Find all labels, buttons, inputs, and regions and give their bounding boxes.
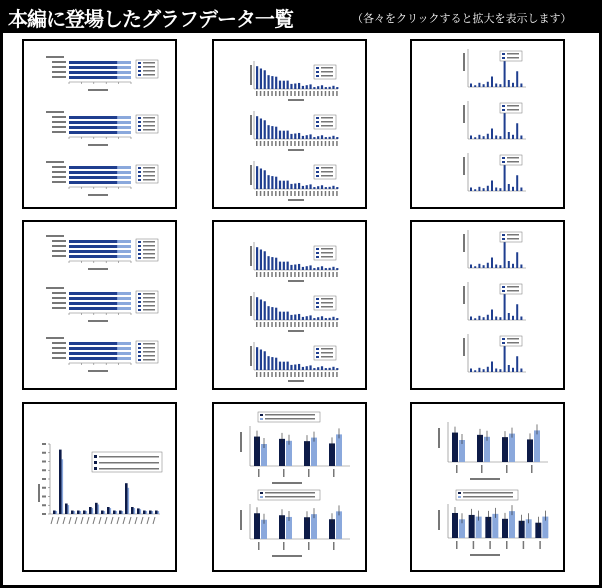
thumbnail-preview-image: [412, 404, 565, 572]
thumb-bar-stacked-legend-3[interactable]: [22, 220, 177, 390]
thumbnail-preview-image: [214, 222, 367, 390]
page-title: 本編に登場したグラフデータ一覧: [8, 7, 293, 31]
thumb-column-sparse-3[interactable]: [410, 39, 565, 209]
thumb-column-large[interactable]: [22, 402, 177, 572]
thumbnail-preview-image: [214, 404, 367, 572]
thumbnail-preview-image: [24, 41, 177, 209]
thumb-column-errorbar-2[interactable]: [212, 402, 367, 572]
thumbnail-preview-image: [214, 41, 367, 209]
thumbnail-grid: [3, 33, 599, 585]
thumbnail-preview-image: [412, 222, 565, 390]
thumb-column-errorbar-2b[interactable]: [410, 402, 565, 572]
thumb-column-sparse-3b[interactable]: [410, 220, 565, 390]
header-bar: [0, 0, 602, 33]
thumb-bar-stacked-3[interactable]: [22, 39, 177, 209]
click-hint: （各々をクリックすると拡大を表示します）: [352, 12, 572, 25]
thumbnail-preview-image: [24, 404, 177, 572]
thumbnail-preview-image: [412, 41, 565, 209]
thumbnail-preview-image: [24, 222, 177, 390]
thumb-column-decline-3[interactable]: [212, 39, 367, 209]
thumb-column-decline-3b[interactable]: [212, 220, 367, 390]
